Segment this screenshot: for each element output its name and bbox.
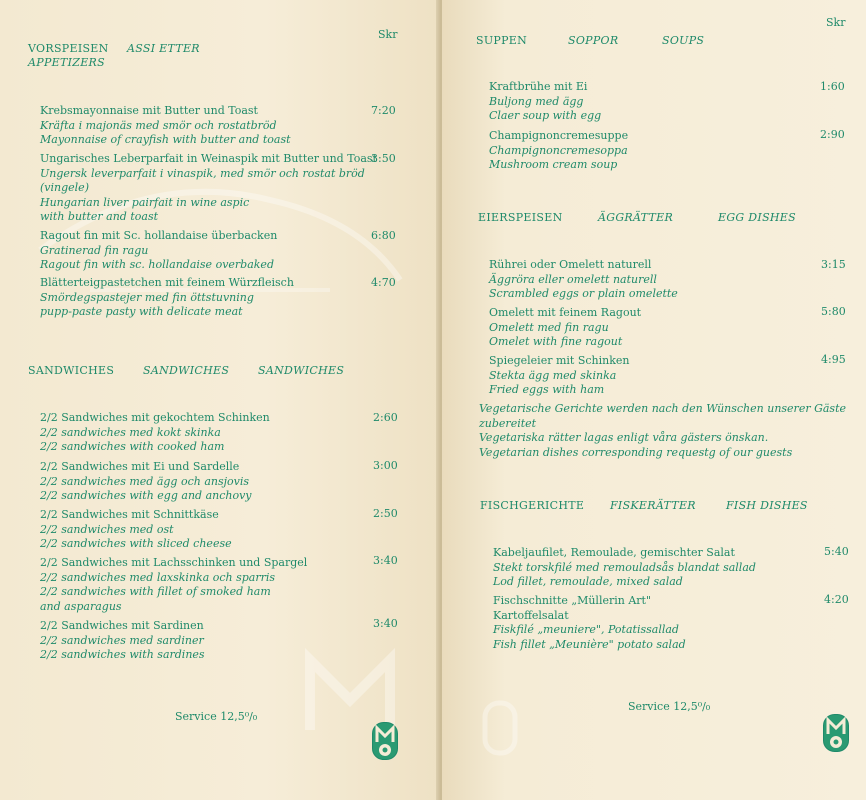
menu-item (489, 258, 678, 302)
item-line-en: Ragout fin with sc. hollandaise overbaked (40, 258, 274, 271)
item-line-sv: 2/2 sandwiches med kokt skinka (40, 425, 221, 439)
heading-vorspeisen-de: VORSPEISEN (28, 42, 109, 55)
heading-eier-sv: ÄGGRÄTTER (598, 211, 674, 224)
item-line-en: 2/2 sandwiches with fillet of smoked ham (40, 585, 271, 598)
item-line-sv: Stekt torskfilé med remouladsås blandat sallad (493, 560, 756, 574)
item-line-en: Claer soup with egg (489, 109, 602, 122)
note-line: Vegetarische Gerichte werden nach den Wünschen unserer Gäste (479, 402, 847, 415)
item-price: 5:80 (821, 305, 846, 318)
heading-vorspeisen-en: APPETIZERS (28, 56, 105, 69)
item-price: 4:20 (824, 593, 849, 606)
menu-item (40, 104, 291, 148)
item-line-de: 2/2 Sandwiches mit Lachsschinken und Spargel (40, 556, 308, 569)
heading-fisch-sv: FISKERÄTTER (610, 499, 696, 512)
menu-item (40, 411, 270, 455)
item-price: 2:50 (373, 507, 398, 520)
right-menu-page (442, 0, 866, 800)
item-line-sv: 2/2 sandwiches med ost (40, 522, 174, 536)
item-line-de: Blätterteigpastetchen mit feinem Würzfleisch (40, 276, 294, 289)
item-price: 3:15 (821, 258, 846, 271)
item-line-sv: Gratinerad fin ragu (40, 243, 149, 257)
item-line-sv: Buljong med ägg (489, 94, 584, 108)
heading-fisch-en: FISH DISHES (726, 499, 808, 512)
menu-item (40, 229, 277, 273)
menu-item (493, 546, 756, 590)
item-price: 7:20 (371, 104, 396, 117)
item-line-de: 2/2 Sandwiches mit Schnittkäse (40, 508, 219, 521)
item-line-de: Ungarisches Leberparfait in Weinaspik mit Butter und Toast (40, 152, 377, 165)
menu-item (40, 556, 307, 614)
item-line-de: Krebsmayonnaise mit Butter und Toast (40, 104, 258, 117)
item-price: 3:40 (373, 617, 398, 630)
item-line-en: Hungarian liver pairfait in wine aspic (40, 195, 250, 209)
item-line-en: Fish fillet „Meunière" potato salad (493, 637, 686, 651)
menu-item (489, 306, 641, 350)
menu-item (40, 152, 377, 225)
menu-item (40, 619, 205, 663)
menu-item (40, 276, 294, 320)
item-line-de: 2/2 Sandwiches mit Ei und Sardelle (40, 460, 240, 473)
menu-item (40, 460, 252, 504)
item-line-sv: 2/2 sandwiches med ägg och ansjovis (40, 474, 250, 488)
item-line-de: Kraftbrühe mit Ei (489, 80, 588, 93)
item-line-sv: 2/2 sandwiches med laxskinka och sparris (40, 570, 276, 584)
item-line-de: 2/2 Sandwiches mit Sardinen (40, 619, 204, 632)
item-line-en: Lod fillet, remoulade, mixed salad (493, 575, 683, 588)
item-line-sv: Fiskfilé „meuniere", Potatissallad (493, 623, 679, 636)
item-line-sv: Ungersk leverparfait i vinaspik, med smör och rostat bröd (40, 166, 365, 180)
item-line-en: 2/2 sandwiches with sardines (40, 648, 205, 661)
item-line-sv-cont: (vingele) (40, 181, 89, 194)
heading-eier-en: EGG DISHES (718, 211, 796, 224)
item-line-de: Kabeljaufilet, Remoulade, gemischter Salat (493, 546, 735, 559)
menu-item (489, 354, 629, 398)
item-price: 1:60 (820, 80, 845, 93)
menu-item (489, 129, 628, 173)
item-line-sv: 2/2 sandwiches med sardiner (40, 633, 204, 647)
item-line-en-cont: with butter and toast (40, 210, 159, 223)
item-price: 3:50 (371, 152, 396, 165)
item-price: 6:80 (371, 229, 396, 242)
item-line-en: pupp-paste pasty with delicate meat (40, 305, 243, 318)
heading-eier-de: EIERSPEISEN (478, 211, 563, 224)
item-line-sv: Kräfta i majonäs med smör och rostatbröd (40, 118, 277, 132)
item-line-de: Fischschnitte „Müllerin Art" (493, 594, 652, 607)
item-line-sv: Äggröra eller omelett naturell (489, 272, 657, 286)
heading-sandwiches-en: SANDWICHES (258, 364, 345, 377)
item-line-en: Omelet with fine ragout (489, 335, 623, 348)
item-line-de: Champignoncremesuppe (489, 129, 629, 142)
currency-label: Skr (378, 28, 398, 41)
heading-suppen-de: SUPPEN (476, 34, 528, 47)
currency-label: Skr (826, 16, 846, 29)
heading-vorspeisen-sv: ASSI ETTER (127, 42, 200, 55)
item-line-sv: Stekta ägg med skinka (489, 368, 617, 382)
item-line-de-cont: Kartoffelsalat (493, 608, 569, 622)
item-line-en: Scrambled eggs or plain omelette (489, 287, 678, 300)
item-line-de: 2/2 Sandwiches mit gekochtem Schinken (40, 411, 270, 424)
note-line: zubereitet (479, 416, 537, 430)
item-price: 2:90 (820, 128, 845, 141)
item-line-en: 2/2 sandwiches with egg and anchovy (40, 489, 252, 502)
company-logo (823, 714, 849, 752)
menu-item (493, 594, 686, 652)
item-line-en: 2/2 sandwiches with sliced cheese (40, 537, 232, 550)
item-price: 4:70 (371, 276, 396, 289)
service-charge: Service 12,5⁰/₀ (175, 710, 258, 723)
note-line: Vegetariska rätter lagas enligt våra gästers önskan. (479, 431, 769, 444)
item-price: 5:40 (824, 545, 849, 558)
menu-item (489, 80, 601, 124)
company-logo (372, 722, 398, 760)
item-price: 2:60 (373, 411, 398, 424)
item-line-de: Omelett mit feinem Ragout (489, 306, 642, 319)
item-price: 4:95 (821, 353, 846, 366)
heading-suppen-en: SOUPS (662, 34, 705, 47)
vegetarian-note (479, 402, 846, 460)
item-line-en-cont: and asparagus (40, 599, 122, 613)
item-line-en: Fried eggs with ham (489, 383, 605, 396)
logo-watermark (482, 700, 522, 760)
service-charge: Service 12,5⁰/₀ (628, 700, 711, 713)
item-price: 3:40 (373, 554, 398, 567)
note-line: Vegetarian dishes corresponding requestg of our guests (479, 445, 793, 459)
menu-item (40, 508, 232, 552)
item-line-en: Mayonnaise of crayfish with butter and toast (40, 133, 291, 146)
item-line-en: Mushroom cream soup (489, 158, 618, 171)
heading-sandwiches-sv: SANDWICHES (143, 364, 230, 377)
item-line-de: Ragout fin mit Sc. hollandaise überbacken (40, 229, 278, 242)
item-line-sv: Omelett med fin ragu (489, 320, 609, 334)
heading-suppen-sv: SOPPOR (568, 34, 619, 47)
item-line-sv: Champignoncremesoppa (489, 143, 628, 157)
item-line-de: Spiegeleier mit Schinken (489, 354, 630, 367)
item-line-de: Rührei oder Omelett naturell (489, 258, 652, 271)
heading-fisch-de: FISCHGERICHTE (480, 499, 585, 512)
heading-sandwiches-de: SANDWICHES (28, 364, 115, 377)
item-price: 3:00 (373, 459, 398, 472)
item-line-en: 2/2 sandwiches with cooked ham (40, 440, 225, 453)
item-line-sv: Smördegspastejer med fin öttstuvning (40, 290, 254, 304)
